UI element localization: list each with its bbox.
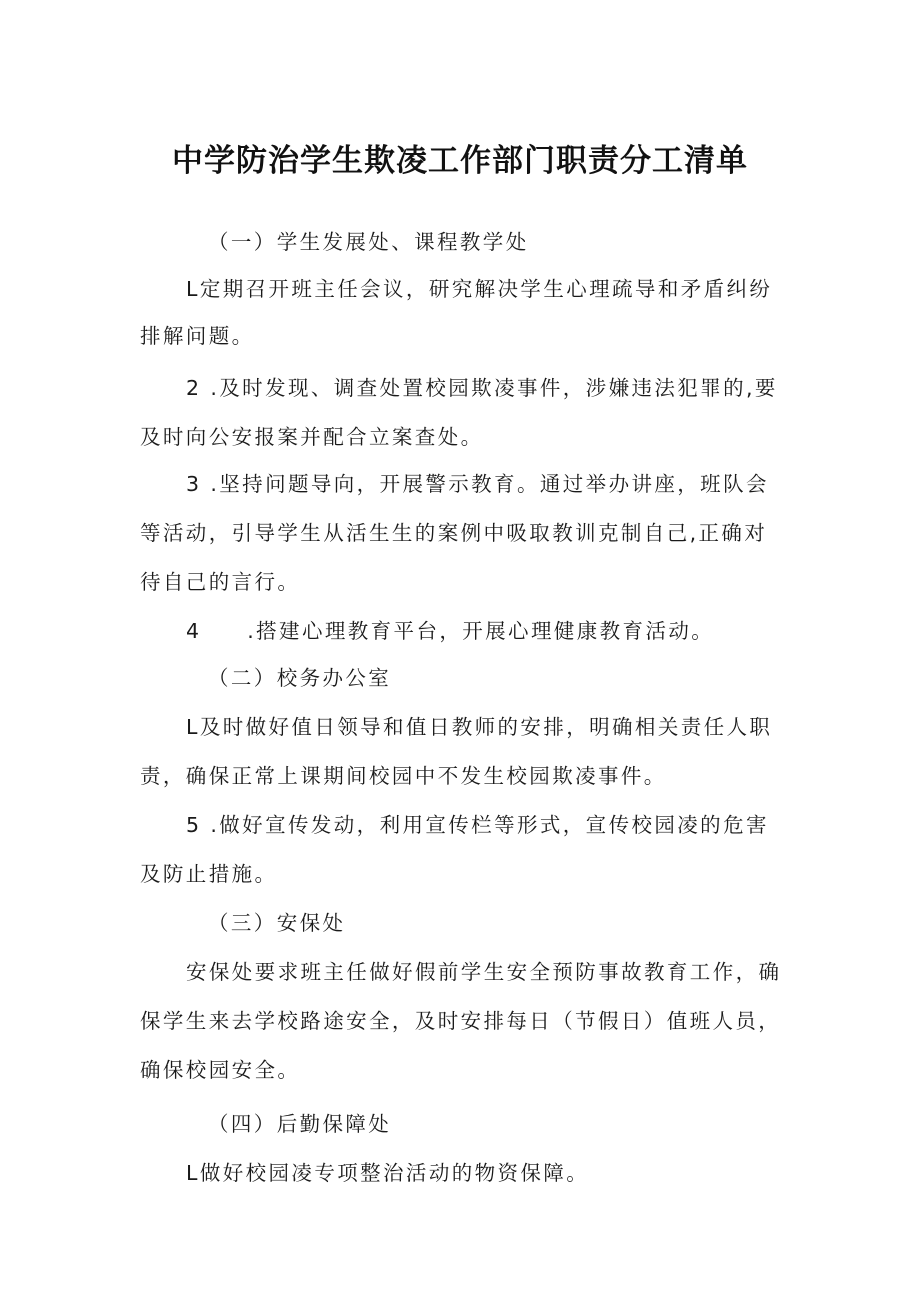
- paragraph-line: L及时做好值日领导和值日教师的安排，明确相关责任人职: [186, 715, 773, 739]
- paragraph-line: 安保处要求班主任做好假前学生安全预防事故教育工作，确: [186, 960, 782, 984]
- paragraph-line: 待自己的言行。: [140, 570, 301, 594]
- paragraph-line: 排解问题。: [140, 324, 255, 348]
- section-heading-1: （一）学生发展处、课程教学处: [208, 230, 529, 254]
- section-heading-4: （四）后勤保障处: [208, 1112, 392, 1136]
- paragraph-line: L做好校园凌专项整治活动的物资保障。: [186, 1161, 590, 1185]
- paragraph-line: 等活动，引导学生从活生生的案例中吸取教训克制自己,正确对: [140, 521, 768, 545]
- paragraph-line: 4 .搭建心理教育平台，开展心理健康教育活动。: [186, 619, 715, 643]
- paragraph-line: L定期召开班主任会议，研究解决学生心理疏导和矛盾纠纷: [186, 277, 773, 301]
- paragraph-line: 3 .坚持问题导向，开展警示教育。通过举办讲座，班队会: [186, 472, 769, 496]
- paragraph-line: 确保校园安全。: [140, 1058, 301, 1082]
- document-title: 中学防治学生欺凌工作部门职责分工清单: [172, 143, 748, 179]
- paragraph-line: 2 .及时发现、调查处置校园欺凌事件，涉嫌违法犯罪的,要: [186, 376, 778, 400]
- paragraph-line: 责，确保正常上课期间校园中不发生校园欺凌事件。: [140, 764, 667, 788]
- section-heading-2: （二）校务办公室: [208, 666, 392, 690]
- paragraph-line: 及防止措施。: [140, 862, 278, 886]
- section-heading-3: （三）安保处: [208, 911, 346, 935]
- paragraph-line: 保学生来去学校路途安全，及时安排每日（节假日）值班人员，: [140, 1009, 782, 1033]
- paragraph-line: 5 .做好宣传发动，利用宣传栏等形式，宣传校园凌的危害: [186, 813, 769, 837]
- paragraph-line: 及时向公安报案并配合立案查处。: [140, 425, 484, 449]
